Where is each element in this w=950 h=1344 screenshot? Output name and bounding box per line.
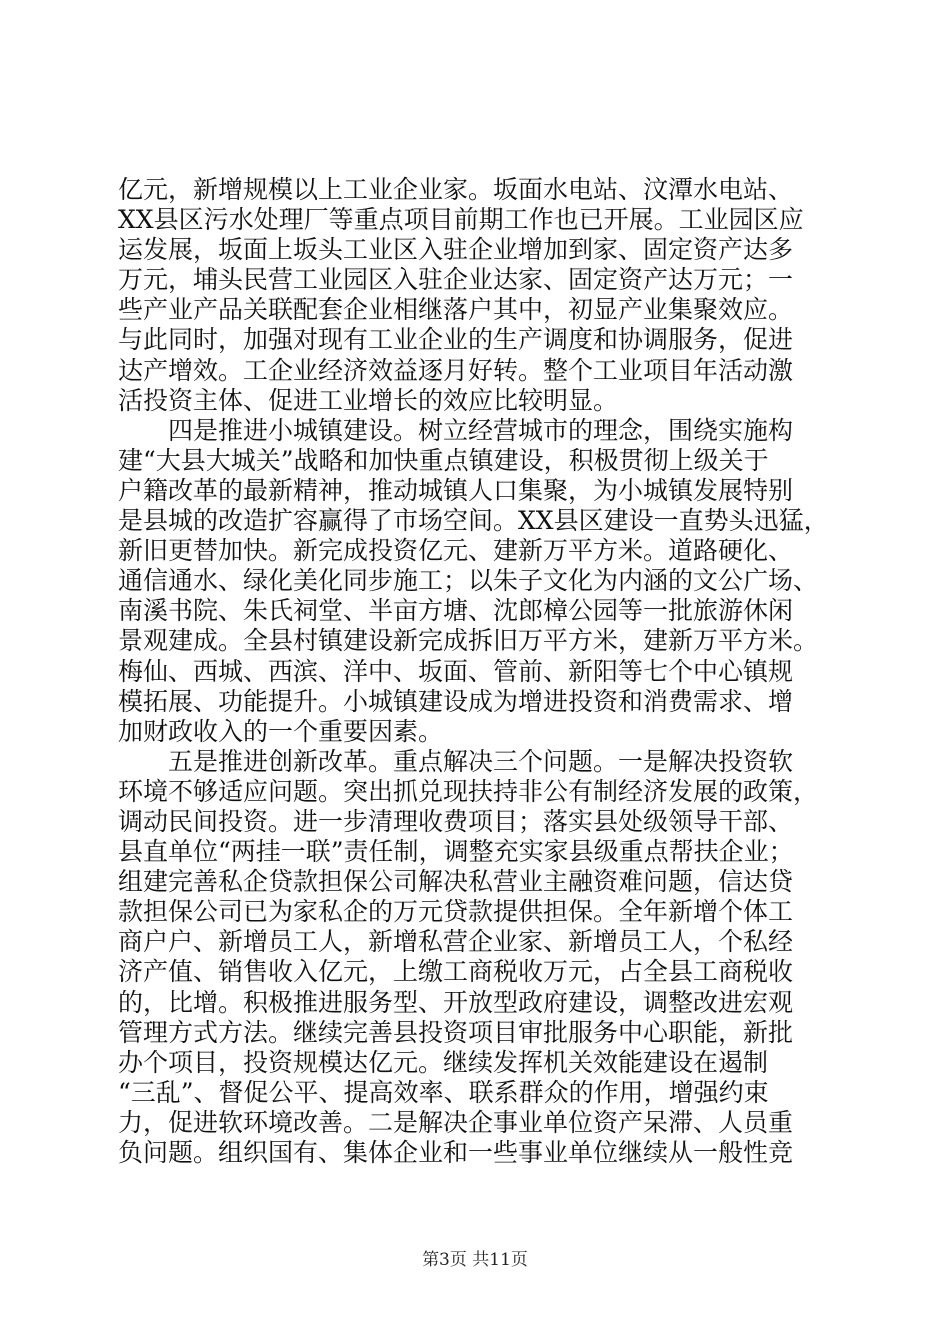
text-line: 管理方式方法。继续完善县投资项目审批服务中心职能，新批: [118, 1017, 794, 1047]
text-line: 办个项目，投资规模达亿元。继续发挥机关效能建设在遏制: [118, 1047, 769, 1077]
text-line: 与此同时，加强对现有工业企业的生产调度和协调服务，促进: [118, 325, 794, 355]
text-line: 的，比增。积极推进服务型、开放型政府建设，调整改进宏观: [118, 987, 794, 1017]
text-line: 款担保公司已为家私企的万元贷款提供担保。全年新增个体工: [118, 897, 794, 927]
text-line: 负问题。组织国有、集体企业和一些事业单位继续从一般性竞: [118, 1138, 794, 1167]
text-line: 新旧更替加快。新完成投资亿元、建新万平方米。道路硬化、: [118, 536, 794, 566]
text-line: 五是推进创新改革。重点解决三个问题。一是解决投资软: [118, 746, 794, 776]
text-line: 些产业产品关联配套企业相继落户其中，初显产业集聚效应。: [118, 295, 794, 325]
text-line: 调动民间投资。进一步清理收费项目；落实县处级领导干部、: [118, 806, 794, 836]
text-line: 模拓展、功能提升。小城镇建设成为增进投资和消费需求、增: [118, 686, 794, 716]
text-line: 景观建成。全县村镇建设新完成拆旧万平方米，建新万平方米。: [118, 626, 819, 656]
text-line: 通信通水、绿化美化同步施工；以朱子文化为内涵的文公广场、: [118, 566, 819, 596]
text-line: “三乱”、督促公平、提高效率、联系群众的作用，增强约束: [118, 1077, 769, 1107]
text-line: 南溪书院、朱氏祠堂、半亩方塘、沈郎樟公园等一批旅游休闲: [118, 596, 794, 626]
text-line: 户籍改革的最新精神，推动城镇人口集聚，为小城镇发展特别: [118, 475, 794, 505]
text-line: 加财政收入的一个重要因素。: [118, 716, 444, 746]
text-line: 县直单位“两挂一联”责任制，调整充实家县级重点帮扶企业；: [118, 837, 794, 867]
text-line: 万元，埔头民营工业园区入驻企业达家、固定资产达万元；一: [118, 265, 794, 295]
text-line: 力，促进软环境改善。二是解决企事业单位资产呆滞、人员重: [118, 1107, 794, 1137]
text-line: 四是推进小城镇建设。树立经营城市的理念，围绕实施构: [118, 415, 794, 445]
text-line: 是县城的改造扩容赢得了市场空间。XX县区建设一直势头迅猛，: [118, 506, 829, 536]
text-line: 济产值、销售收入亿元，上缴工商税收万元，占全县工商税收: [118, 957, 794, 987]
text-line: 组建完善私企贷款担保公司解决私营业主融资难问题，信达贷: [118, 867, 794, 897]
text-line: 亿元，新增规模以上工业企业家。坂面水电站、汶潭水电站、: [118, 175, 794, 204]
text-line: 运发展，坂面上坂头工业区入驻企业增加到家、固定资产达多: [118, 235, 794, 265]
text-line: 环境不够适应问题。突出抓兑现扶持非公有制经济发展的政策，: [118, 776, 819, 806]
text-line: XX县区污水处理厂等重点项目前期工作也已开展。工业园区应: [118, 205, 804, 235]
text-line: 商户户、新增员工人，新增私营企业家、新增员工人，个私经: [118, 927, 794, 957]
text-line: 梅仙、西城、西滨、洋中、坂面、管前、新阳等七个中心镇规: [118, 656, 794, 686]
text-line: 活投资主体、促进工业增长的效应比较明显。: [118, 385, 619, 415]
text-line: 达产增效。工企业经济效益逐月好转。整个工业项目年活动激: [118, 355, 794, 385]
page-footer: 第3页 共11页: [422, 1250, 528, 1270]
body-text: [118, 175, 833, 1168]
text-line: 建“大县大城关”战略和加快重点镇建设，积极贯彻上级关于: [118, 445, 769, 475]
